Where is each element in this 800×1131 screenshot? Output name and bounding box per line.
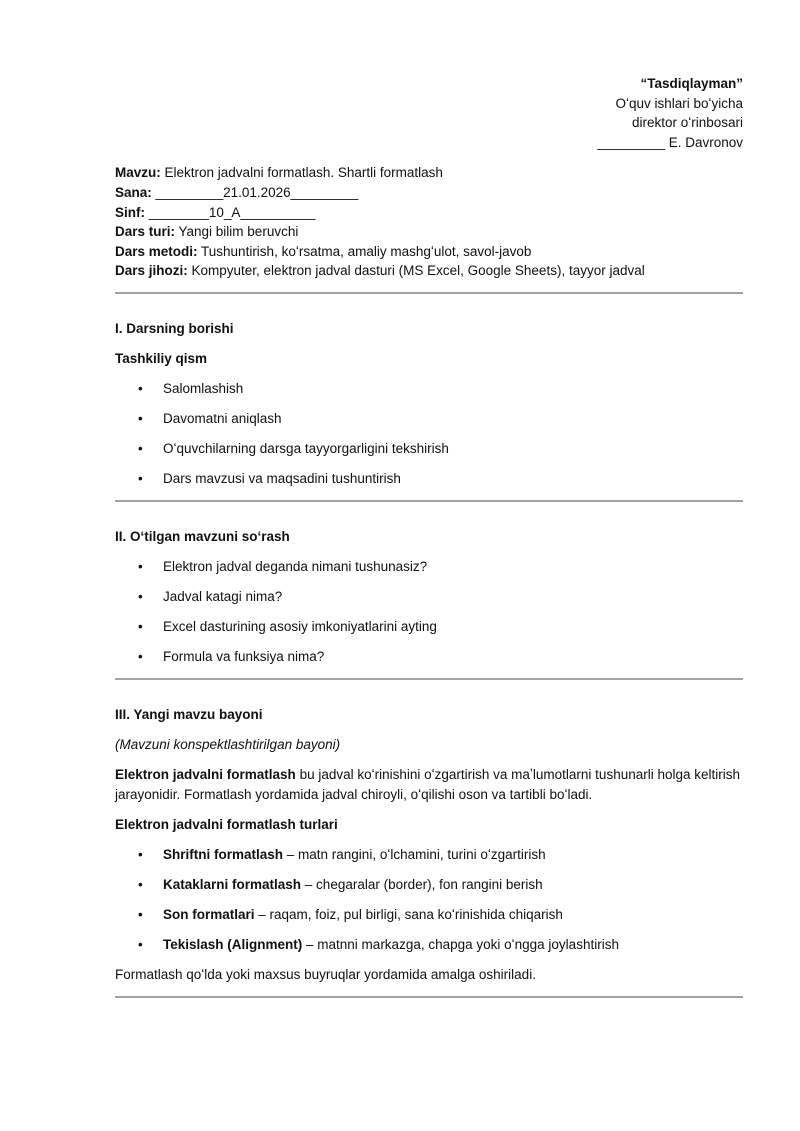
list-item-text: Excel dasturining asosiy imkoniyatlarini ayting: [163, 619, 437, 635]
lesson-meta: [115, 163, 743, 281]
meta-method-label: Dars metodi:: [115, 243, 198, 259]
bullet-icon: •: [138, 559, 143, 575]
bullet-icon: •: [138, 589, 143, 605]
section-1-list: [115, 379, 743, 489]
list-item-text: Oʻquvchilarning darsga tayyorgarligini tekshirish: [163, 441, 449, 457]
divider: [115, 500, 743, 502]
section-3-closing: Formatlash qoʻlda yoki maxsus buyruqlar yordamida amalga oshiriladi.: [115, 967, 536, 983]
bullet-icon: •: [138, 846, 143, 862]
list-item-text: – chegaralar (border), fon rangini berish: [301, 877, 543, 893]
list-item-term: Shriftni formatlash: [163, 846, 284, 862]
lesson-plan: [115, 74, 743, 998]
meta-date-value: _________21.01.2026_________: [151, 184, 359, 200]
intro-definition: bu jadval koʻrinishini oʻzgartirish va maʼlumotlarni tushunarli holga keltirish jarayonidir. Formatlash yordamida jadval chiroyli, oʻqilishi oson va tartibli boʻladi.: [115, 767, 741, 802]
list-item-text: – matnni markazga, chapga yoki oʻngga joylashtirish: [302, 937, 619, 953]
meta-equipment-value: Kompyuter, elektron jadval dasturi (MS Excel, Google Sheets), tayyor jadval: [187, 263, 645, 279]
bullet-icon: •: [138, 649, 143, 665]
list-item-text: Salomlashish: [163, 381, 244, 397]
divider: [115, 292, 743, 294]
section-3-title: III. Yangi mavzu bayoni: [115, 706, 263, 722]
section-2-list: [115, 557, 743, 667]
list-item-text: Davomatni aniqlash: [163, 411, 282, 427]
meta-date-label: Sana:: [115, 184, 152, 200]
list-item: [115, 379, 743, 399]
meta-equipment: [115, 261, 743, 281]
list-item: [115, 469, 743, 489]
list-item-text: Jadval katagi nima?: [163, 589, 283, 605]
list-item: [115, 845, 743, 865]
section-1-subtitle: Tashkiliy qism: [115, 351, 208, 367]
list-item: [115, 935, 743, 955]
bullet-icon: •: [138, 471, 143, 487]
section-1-title: I. Darsning borishi: [115, 320, 234, 336]
bullet-icon: •: [138, 877, 143, 893]
list-item: [115, 557, 743, 577]
list-item: [115, 647, 743, 667]
approval-title: “Tasdiqlayman”: [640, 76, 743, 91]
section-3-list: [115, 845, 743, 955]
bullet-icon: •: [138, 937, 143, 953]
divider: [115, 996, 743, 998]
intro-term: Elektron jadvalni formatlash: [115, 767, 296, 783]
section-3-types-title: Elektron jadvalni formatlash turlari: [115, 816, 338, 832]
bullet-icon: •: [138, 619, 143, 635]
list-item-text: Dars mavzusi va maqsadini tushuntirish: [163, 471, 401, 487]
list-item: [115, 409, 743, 429]
divider: [115, 678, 743, 680]
bullet-icon: •: [138, 907, 143, 923]
list-item: [115, 587, 743, 607]
bullet-icon: •: [138, 381, 143, 397]
approval-block: [115, 74, 743, 152]
section-3-intro: [115, 765, 743, 804]
meta-topic: [115, 163, 743, 183]
approval-signature-line: _________ E. Davronov: [597, 134, 743, 150]
bullet-icon: •: [138, 441, 143, 457]
meta-equipment-label: Dars jihozi:: [115, 263, 188, 279]
meta-date: [115, 183, 743, 203]
list-item-term: Son formatlari: [163, 907, 255, 923]
section-3-note: (Mavzuni konspektlashtirilgan bayoni): [115, 737, 341, 753]
list-item: [115, 439, 743, 459]
meta-topic-value: Elektron jadvalni formatlash. Shartli formatlash: [160, 165, 443, 181]
list-item-text: Elektron jadval deganda nimani tushunasiz?: [163, 559, 428, 575]
list-item-term: Tekislash (Alignment): [163, 937, 303, 953]
section-2-title: II. Oʻtilgan mavzuni soʻrash: [115, 529, 290, 544]
list-item: [115, 617, 743, 637]
list-item: [115, 905, 743, 925]
meta-method: [115, 242, 743, 262]
list-item-term: Kataklarni formatlash: [163, 877, 302, 893]
list-item-text: – matn rangini, oʻlchamini, turini oʻzgartirish: [283, 846, 546, 862]
approval-line-role: direktor oʻrinbosari: [631, 115, 743, 131]
meta-topic-label: Mavzu:: [115, 165, 161, 181]
meta-class-label: Sinf:: [115, 204, 145, 220]
list-item-text: Formula va funksiya nima?: [163, 649, 325, 665]
approval-line-position: Oʻquv ishlari boʻyicha: [615, 95, 743, 111]
bullet-icon: •: [138, 411, 143, 427]
meta-lesson-type-label: Dars turi:: [115, 224, 176, 240]
meta-lesson-type: [115, 222, 743, 242]
list-item-text: – raqam, foiz, pul birligi, sana koʻrinishida chiqarish: [254, 907, 563, 923]
list-item: [115, 875, 743, 895]
meta-lesson-type-value: Yangi bilim beruvchi: [175, 224, 299, 240]
meta-class-value: ________10_A__________: [145, 204, 316, 220]
meta-method-value: Tushuntirish, koʻrsatma, amaliy mashgʻulot, savol-javob: [197, 243, 532, 259]
meta-class: [115, 203, 743, 223]
